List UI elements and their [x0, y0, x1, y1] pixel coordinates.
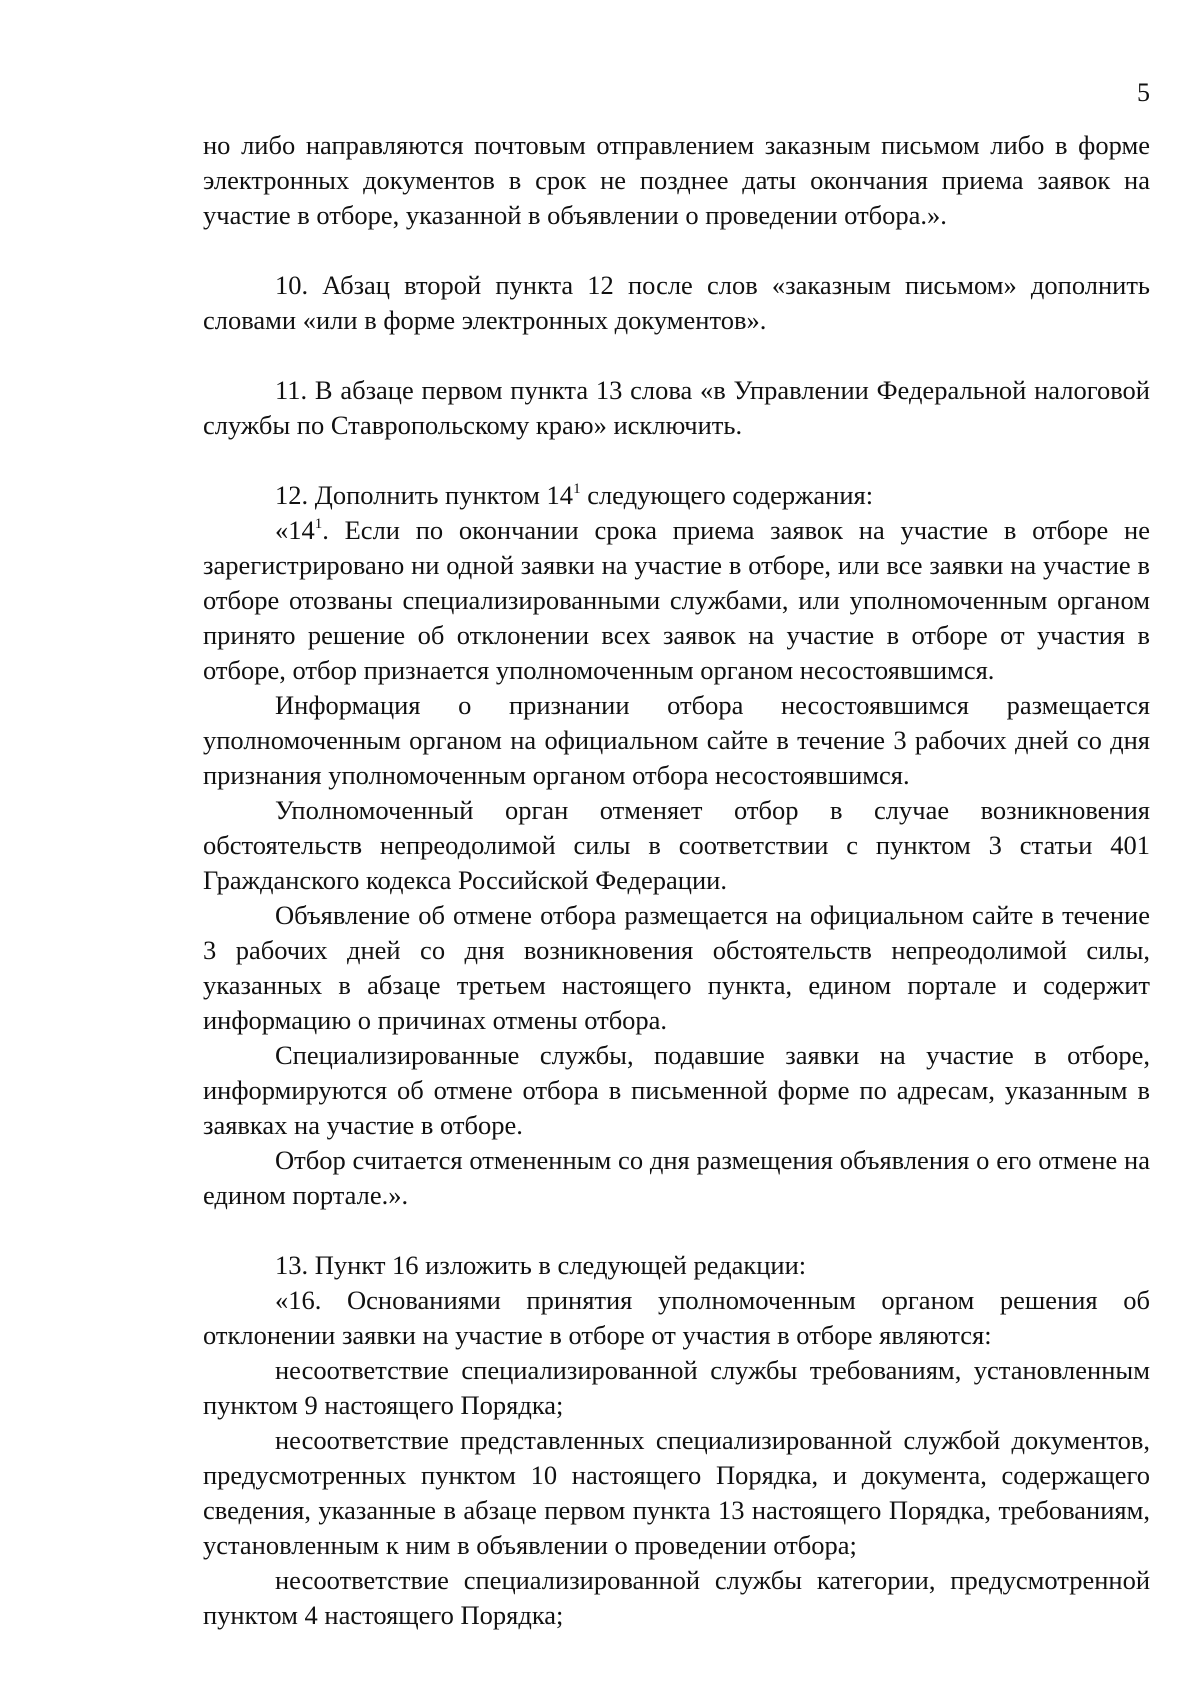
- paragraph-services-informed: Специализированные службы, подавшие заявки на участие в отборе, информируются об отмене отбора в письменной форме по адресам, указанным в заявках на участие в отборе.: [203, 1040, 1150, 1140]
- point-14-1-superscript: 1: [314, 516, 323, 532]
- paragraph-item-12: [203, 478, 1150, 513]
- paragraph-item-10: 10. Абзац второй пункта 12 после слов «заказным письмом» дополнить словами «или в форме электронных документов».: [203, 270, 1150, 335]
- document-body: [203, 128, 1150, 1633]
- paragraph-ground-category: несоответствие специализированной службы категории, предусмотренной пунктом 4 настоящего Порядка;: [203, 1565, 1150, 1630]
- paragraph-ground-documents: несоответствие представленных специализированной службой документов, предусмотренных пунктом 10 настоящего Порядка, и документа, содержащего сведения, указанные в абзаце первом пункта 13 настоящего Порядка, требованиям, установленным к ним в объявлении о проведении отбора;: [203, 1425, 1150, 1560]
- paragraph-item-11: 11. В абзаце первом пункта 13 слова «в Управлении Федеральной налоговой службы по Ставропольскому краю» исключить.: [203, 375, 1150, 440]
- point-14-1-text-end: . Если по окончании срока приема заявок на участие в отборе не зарегистрировано ни одной заявки на участие в отборе, или все заявки на участие в отборе отозваны специализированными службами, или уполномоченным органом принято решение об отклонении всех заявок на участие в отборе от участия в отборе, отбор признается уполномоченным органом несостоявшимся.: [203, 515, 1150, 685]
- paragraph-info-failed-selection: Информация о признании отбора несостоявшимся размещается уполномоченным органом на официальном сайте в течение 3 рабочих дней со дня признания уполномоченным органом отбора несостоявшимся.: [203, 690, 1150, 790]
- item-12-text-end: следующего содержания:: [580, 480, 874, 510]
- point-14-1-text-start: «14: [275, 515, 315, 545]
- item-12-superscript: 1: [573, 481, 581, 497]
- paragraph-cancel-announcement: Объявление об отмене отбора размещается на официальном сайте в течение 3 рабочих дней со дня возникновения обстоятельств непреодолимой силы, указанных в абзаце третьем настоящего пункта, едином портале и содержит информацию о причинах отмены отбора.: [203, 900, 1150, 1035]
- paragraph-continuation: но либо направляются почтовым отправлением заказным письмом либо в форме электронных документов в срок не позднее даты окончания приема заявок на участие в отборе, указанной в объявлении о проведении отбора.».: [203, 130, 1150, 230]
- page-number: 5: [1137, 78, 1150, 107]
- paragraph-point-14-1: [203, 513, 1150, 688]
- paragraph-ground-requirements: несоответствие специализированной службы требованиям, установленным пунктом 9 настоящего Порядка;: [203, 1355, 1150, 1420]
- paragraph-cancel-force-majeure: Уполномоченный орган отменяет отбор в случае возникновения обстоятельств непреодолимой силы в соответствии с пунктом 3 статьи 401 Гражданского кодекса Российской Федерации.: [203, 795, 1150, 895]
- paragraph-point-16: «16. Основаниями принятия уполномоченным органом решения об отклонении заявки на участие в отборе от участия в отборе являются:: [203, 1285, 1150, 1350]
- item-12-text-start: 12. Дополнить пунктом 14: [275, 480, 574, 510]
- paragraph-cancel-effective: Отбор считается отмененным со дня размещения объявления о его отмене на едином портале.».: [203, 1145, 1150, 1210]
- paragraph-item-13: 13. Пункт 16 изложить в следующей редакции:: [275, 1250, 807, 1280]
